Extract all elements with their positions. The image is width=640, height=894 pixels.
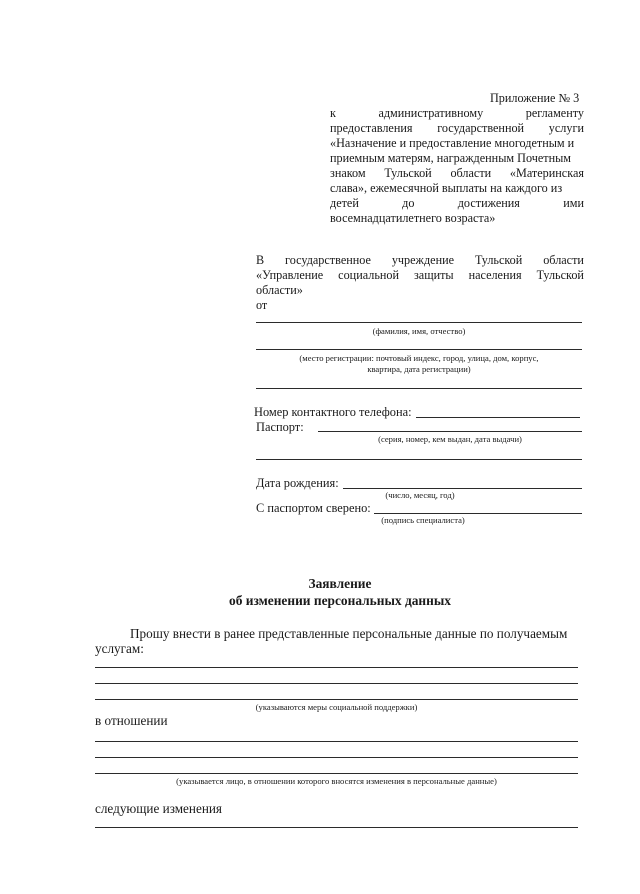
from-label: от xyxy=(256,298,268,312)
passport-line-2[interactable] xyxy=(256,459,582,460)
measures-line-1[interactable] xyxy=(95,667,578,668)
addressee-word: учреждение xyxy=(391,253,455,267)
appendix-word: Тульской xyxy=(384,166,432,180)
person-line-2[interactable] xyxy=(95,757,578,758)
verified-line[interactable] xyxy=(374,513,582,514)
changes-line-1[interactable] xyxy=(95,827,578,828)
appendix-line xyxy=(330,166,584,181)
appendix-line xyxy=(330,196,584,211)
regarding-label: в отношении xyxy=(95,713,168,728)
statement-subtitle: об изменении персональных данных xyxy=(229,593,451,608)
phone-line[interactable] xyxy=(416,417,580,418)
passport-label: Паспорт: xyxy=(256,420,304,434)
passport-line[interactable] xyxy=(318,431,582,432)
appendix-word: приемным матерям, награжденным Почетным xyxy=(330,151,572,165)
addressee-line xyxy=(256,268,584,283)
appendix-line xyxy=(330,151,584,166)
appendix-line xyxy=(330,181,584,196)
addressee-word: защиты xyxy=(413,268,454,282)
birth-label: Дата рождения: xyxy=(256,476,339,490)
fio-hint: (фамилия, имя, отчество) xyxy=(372,326,466,336)
appendix-line xyxy=(330,211,584,226)
changes-label: следующие изменения xyxy=(95,801,223,816)
request-line-1: Прошу внести в ранее представленные персональные данные по получаемым xyxy=(130,626,568,641)
address-hint-2: квартира, дата регистрации) xyxy=(367,364,471,374)
measures-hint: (указываются меры социальной поддержки) xyxy=(255,702,418,712)
appendix-word: административному xyxy=(378,106,484,120)
addressee-word: государственное xyxy=(285,253,371,267)
addressee-text xyxy=(256,253,584,298)
addressee-word: В xyxy=(256,253,265,267)
appendix-word: слава», ежемесячной выплаты на каждого из xyxy=(330,181,563,195)
birth-line[interactable] xyxy=(343,488,582,489)
address-line-2[interactable] xyxy=(256,388,582,389)
appendix-word: знаком xyxy=(330,166,366,180)
addressee-word: Тульской xyxy=(474,253,523,267)
passport-hint: (серия, номер, кем выдан, дата выдачи) xyxy=(378,434,522,444)
appendix-title: Приложение № 3 xyxy=(490,91,580,105)
appendix-line xyxy=(330,121,584,136)
appendix-word: регламенту xyxy=(525,106,584,120)
appendix-text xyxy=(330,106,584,226)
appendix-word: к xyxy=(330,106,336,120)
appendix-word: ими xyxy=(563,196,584,210)
address-hint-1: (место регистрации: почтовый индекс, город, улица, дом, корпус, xyxy=(299,353,539,363)
phone-label: Номер контактного телефона: xyxy=(254,405,412,419)
person-hint: (указывается лицо, в отношении которого вносятся изменения в персональные данные) xyxy=(176,776,497,786)
verified-label: С паспортом сверено: xyxy=(256,501,371,515)
addressee-word: области» xyxy=(256,283,303,297)
address-line-1[interactable] xyxy=(256,349,582,350)
person-line-1[interactable] xyxy=(95,741,578,742)
appendix-word: предоставления xyxy=(330,121,413,135)
request-line-2: услугам: xyxy=(95,641,144,656)
measures-line-2[interactable] xyxy=(95,683,578,684)
person-line-3[interactable] xyxy=(95,773,578,774)
addressee-word: области xyxy=(543,253,584,267)
appendix-line xyxy=(330,106,584,121)
appendix-word: до xyxy=(402,196,415,210)
addressee-word: Тульской xyxy=(536,268,584,282)
fio-line[interactable] xyxy=(256,322,582,323)
appendix-word: восемнадцатилетнего возраста» xyxy=(330,211,496,225)
addressee-line xyxy=(256,283,584,298)
appendix-line xyxy=(330,136,584,151)
birth-hint: (число, месяц, год) xyxy=(385,490,455,500)
appendix-word: достижения xyxy=(457,196,520,210)
appendix-word: «Назначение и предоставление многодетным и xyxy=(330,136,575,150)
appendix-word: детей xyxy=(330,196,359,210)
measures-line-3[interactable] xyxy=(95,699,578,700)
addressee-line xyxy=(256,253,584,268)
appendix-word: государственной xyxy=(437,121,525,135)
appendix-word: области xyxy=(450,166,492,180)
statement-title: Заявление xyxy=(308,576,372,591)
appendix-word: услуги xyxy=(548,121,584,135)
verified-hint: (подпись специалиста) xyxy=(381,515,465,525)
appendix-word: «Материнская xyxy=(509,166,584,180)
addressee-word: населения xyxy=(468,268,522,282)
addressee-word: социальной xyxy=(338,268,400,282)
addressee-word: «Управление xyxy=(256,268,324,282)
